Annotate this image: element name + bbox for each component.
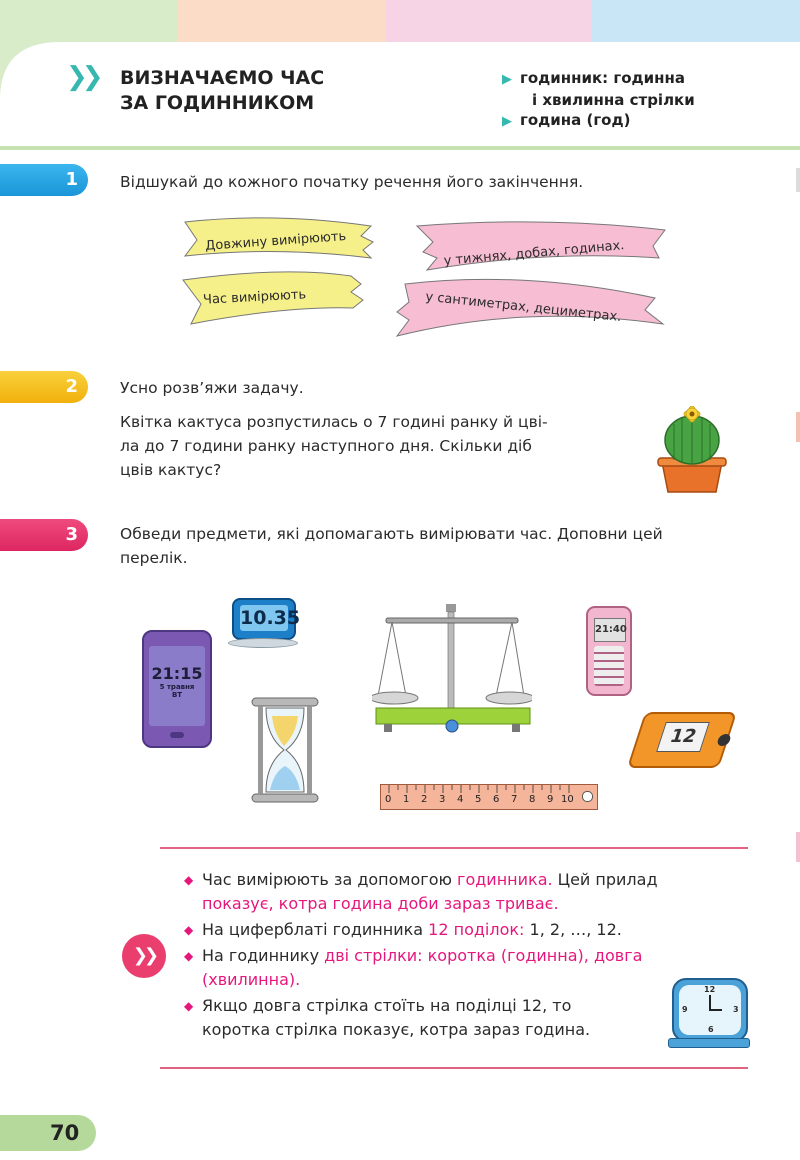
phone-date: 5 травня	[159, 683, 195, 691]
task1-ribbons	[175, 212, 675, 342]
info-top-line	[160, 847, 748, 849]
edge-mark-1	[796, 168, 800, 192]
bullet-icon: ◆	[184, 923, 194, 937]
task2-text: Усно розв’яжи задачу. Квітка кактуса розпустилась о 7 годині ранку й цві- ла до 7 години ранку наступного дня. Скільки діб цвів кактус?	[120, 379, 548, 479]
arrow-icon: ▶	[502, 72, 512, 87]
smartphone-image	[142, 630, 212, 748]
pink-ribbon-2-text: у сантиметрах, дециметрах.	[424, 289, 622, 326]
wall-clock-image	[668, 978, 750, 1050]
page-title: ВИЗНАЧАЄМО ЧАС ЗА ГОДИННИКОМ	[120, 67, 325, 114]
info-bullet-1: ◆ Час вимірюють за допомогою годинника. Цей прилад показує, котра година доби зараз триває.	[184, 870, 658, 913]
keyword-1: ▶ годинник: годинна	[502, 69, 686, 87]
info-bottom-line	[160, 1067, 748, 1069]
cactus-image	[652, 406, 732, 496]
clock-6: 6	[708, 1025, 714, 1034]
info-chevron-icon: ❯❯	[122, 934, 166, 978]
mobile-phone-image	[586, 606, 632, 696]
calendar-number: 12	[656, 722, 710, 752]
keywords-box	[502, 68, 695, 132]
task3-text: Обведи предмети, які допомагають вимірювати час. Доповни цей перелік.	[120, 525, 663, 567]
header-chevron-icon: ❯❯	[66, 62, 98, 92]
desk-clock-display: 10.35	[240, 607, 301, 629]
task-number-2: 2	[0, 371, 88, 403]
arrow-icon: ▶	[502, 114, 512, 129]
scales-image	[372, 600, 532, 740]
info-bullet-4: ◆ Якщо довга стрілка стоїть на поділці 12, то коротка стрілка показує, котра зараз година.	[184, 996, 591, 1039]
mobile-display: 21:40	[594, 618, 626, 642]
ruler-image	[380, 784, 598, 810]
info-bullet-3: ◆ На годиннику дві стрілки: коротка (годинна), довга (хвилинна).	[184, 946, 643, 989]
phone-day: ВТ	[171, 691, 183, 699]
calendar-clock-image	[627, 712, 737, 768]
clock-9: 9	[682, 1005, 688, 1014]
page-number: 70	[50, 1121, 80, 1145]
keyword-1b: і хвилинна стрілки	[532, 91, 695, 109]
yellow-ribbon-1-text: Довжину вимірюють	[204, 229, 347, 254]
hourglass-image	[250, 696, 320, 806]
task1-text: Відшукай до кожного початку речення його закінчення.	[120, 173, 584, 191]
clock-3: 3	[733, 1005, 739, 1014]
task-number-1: 1	[0, 164, 88, 196]
info-bullet-2: ◆ На циферблаті годинника 12 поділок: 1, 2, …, 12.	[184, 918, 754, 942]
yellow-ribbon-2-text: Час вимірюють	[202, 287, 307, 308]
task-number-3: 3	[0, 519, 88, 551]
pink-ribbon-1-text: у тижнях, добах, годинах.	[443, 238, 625, 269]
bullet-icon: ◆	[184, 949, 194, 963]
page-number-tab	[0, 1115, 96, 1151]
bullet-icon: ◆	[184, 999, 194, 1013]
ruler-numbers: 0 1 2 3 4 5 6 7 8 9 10	[385, 794, 574, 805]
edge-mark-2	[796, 412, 800, 442]
edge-mark-3	[796, 832, 800, 862]
phone-time: 21:15	[151, 664, 203, 683]
desk-clock-image	[228, 598, 301, 650]
bullet-icon: ◆	[184, 873, 194, 887]
keyword-2: ▶ година (год)	[502, 111, 631, 129]
clock-12: 12	[704, 985, 716, 994]
